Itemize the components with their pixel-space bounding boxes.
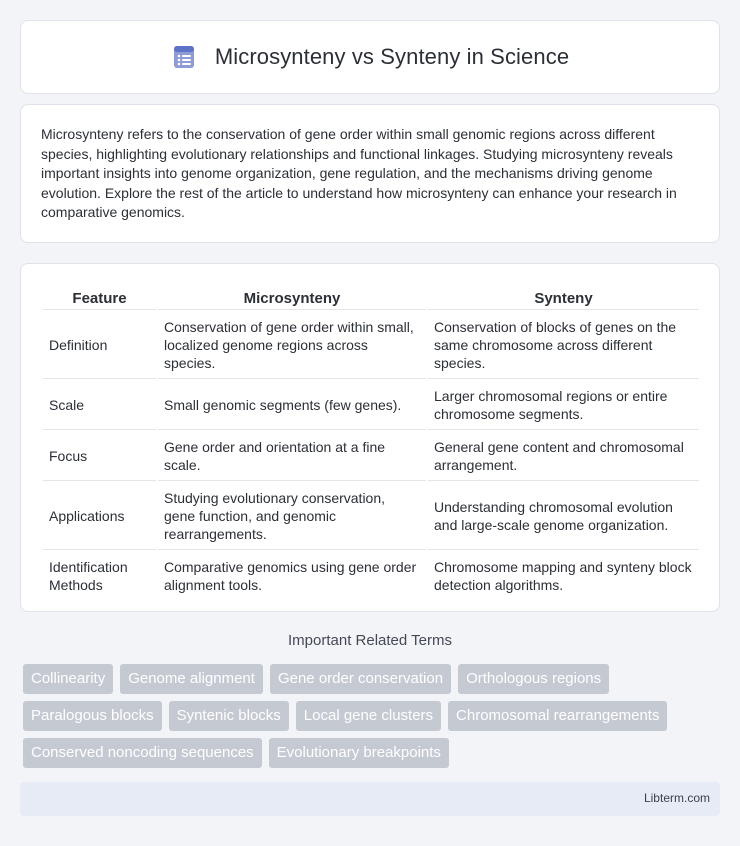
intro-text: Microsynteny refers to the conservation of gene order within small genomic regions across different species, highlighting evolutionary relationships and functional linkages. Studying microsynteny reveals important insights into genome organization, gene regulation, and the mechanisms driving genome evolution. Explore the rest of the article to understand how microsynteny can enhance your research in comparative genomics. [41,126,677,220]
cell-microsynteny: Small genomic segments (few genes). [158,381,426,430]
tag-collinearity[interactable]: Collinearity [23,664,113,694]
cell-feature: Focus [43,432,156,481]
tag-local-gene-clusters[interactable]: Local gene clusters [296,701,441,731]
header-feature: Feature [43,286,156,310]
header-synteny: Synteny [428,286,699,310]
cell-synteny: General gene content and chromosomal arrangement. [428,432,699,481]
table-row [43,552,699,600]
cell-microsynteny: Conservation of gene order within small, localized genome regions across species. [158,312,426,379]
table-row [43,381,699,430]
table-row [43,432,699,481]
intro-card [20,104,720,243]
tag-chromosomal-rearrangements[interactable]: Chromosomal rearrangements [448,701,667,731]
tag-orthologous-regions[interactable]: Orthologous regions [458,664,609,694]
related-terms-list [23,664,723,768]
tag-genome-alignment[interactable]: Genome alignment [120,664,263,694]
cell-microsynteny: Studying evolutionary conservation, gene function, and genomic rearrangements. [158,483,426,550]
header-card [20,20,720,94]
document-list-icon [171,44,197,70]
cell-synteny: Conservation of blocks of genes on the same chromosome across different species. [428,312,699,379]
header-microsynteny: Microsynteny [158,286,426,310]
cell-microsynteny: Gene order and orientation at a fine scale. [158,432,426,481]
cell-microsynteny: Comparative genomics using gene order alignment tools. [164,559,417,593]
footer [20,782,720,816]
footer-site-link[interactable]: Libterm.com [643,791,710,805]
tag-paralogous-blocks[interactable]: Paralogous blocks [23,701,162,731]
table-row [43,483,699,550]
tag-gene-order-conservation[interactable]: Gene order conservation [270,664,451,694]
table-row [43,312,699,379]
table-header-row [43,286,699,310]
comparison-table-card [20,263,720,612]
tag-syntenic-blocks[interactable]: Syntenic blocks [169,701,289,731]
cell-feature: Applications [43,483,156,550]
cell-synteny: Larger chromosomal regions or entire chromosome segments. [428,381,699,430]
cell-synteny: Chromosome mapping and synteny block detection algorithms. [434,559,692,593]
cell-feature: Identification Methods [49,559,128,593]
cell-feature: Scale [43,381,156,430]
tag-evolutionary-breakpoints[interactable]: Evolutionary breakpoints [269,738,449,768]
tag-conserved-noncoding-sequences[interactable]: Conserved noncoding sequences [23,738,262,768]
page-title: Microsynteny vs Synteny in Science [214,44,570,69]
cell-feature: Definition [43,312,156,379]
comparison-table [41,284,701,602]
cell-synteny: Understanding chromosomal evolution and large-scale genome organization. [428,483,699,550]
related-terms-title: Important Related Terms [288,632,452,649]
